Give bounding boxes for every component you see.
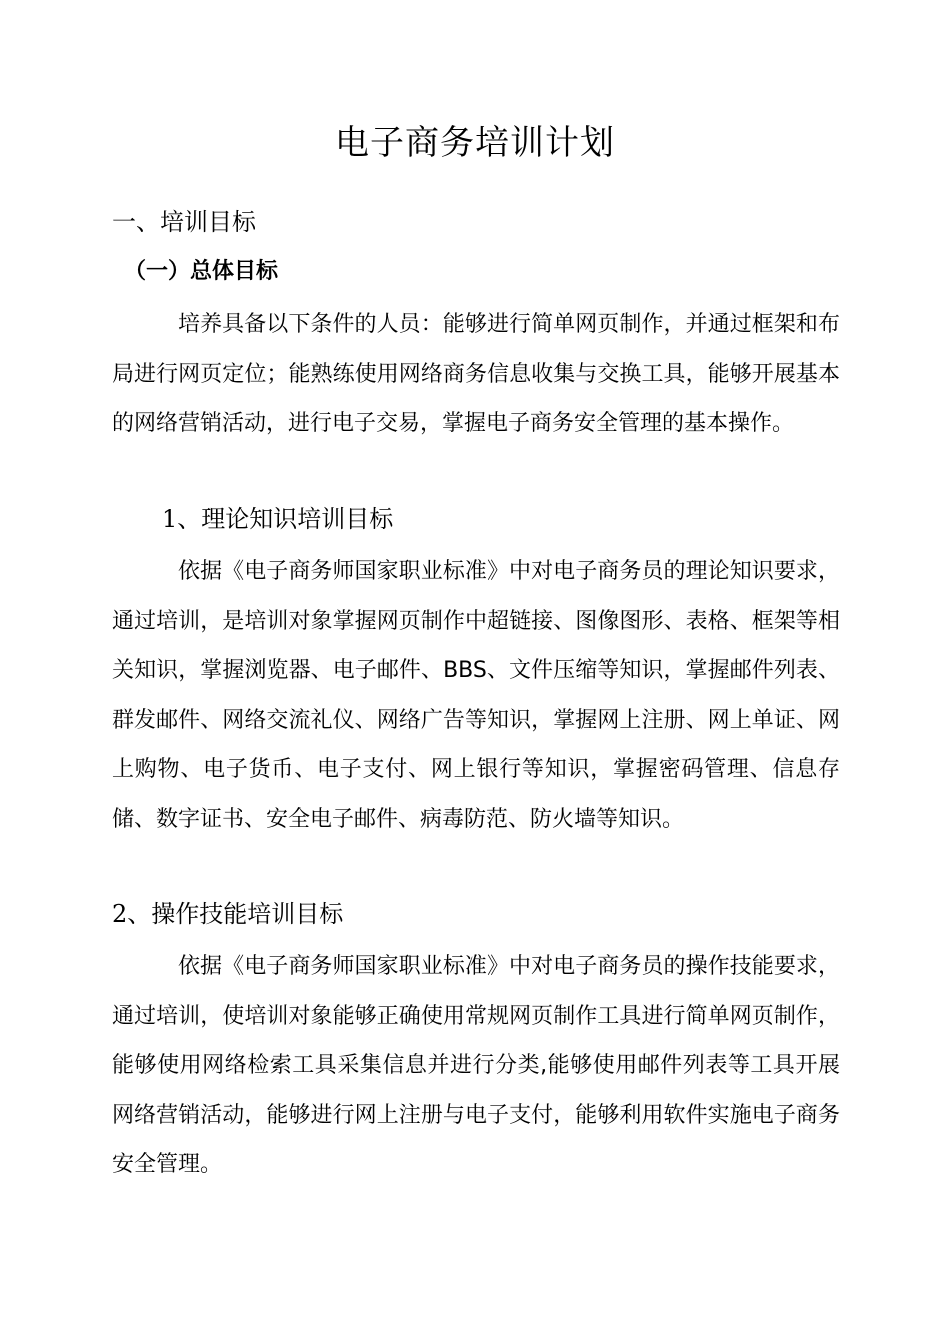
theory-knowledge-paragraph: 依据《电子商务师国家职业标准》中对电子商务员的理论知识要求，通过培训，是培训对象掌握网页制作中超链接、图像图形、表格、框架等相关知识，掌握浏览器、电子邮件、BBS、文件压缩等知识，掌握邮件列表、群发邮件、网络交流礼仪、网络广告等知识，掌握网上注册、网上单证、网上购物、电子货币、电子支付、网上银行等知识，掌握密码管理、信息存储、数字证书、安全电子邮件、病毒防范、防火墙等知识。	[112, 559, 840, 832]
overall-goal-paragraph: 培养具备以下条件的人员：能够进行简单网页制作，并通过框架和布局进行网页定位；能熟练使用网络商务信息收集与交换工具，能够开展基本的网络营销活动，进行电子交易，掌握电子商务安全管理的基本操作。	[112, 312, 840, 436]
subsection-heading-overall-goal: （一）总体目标	[124, 259, 279, 284]
theory-knowledge-heading: 1、理论知识培训目标	[162, 505, 394, 533]
section-heading-training-goals: 一、培训目标	[112, 208, 256, 236]
document-title: 电子商务培训计划	[335, 123, 615, 163]
operation-skills-paragraph: 依据《电子商务师国家职业标准》中对电子商务员的操作技能要求，通过培训，使培训对象能够正确使用常规网页制作工具进行简单网页制作，能够使用网络检索工具采集信息并进行分类,能够使用邮件列表等工具开展网络营销活动，能够进行网上注册与电子支付，能够利用软件实施电子商务安全管理。	[112, 954, 840, 1177]
operation-skills-heading: 2、操作技能培训目标	[112, 900, 344, 928]
